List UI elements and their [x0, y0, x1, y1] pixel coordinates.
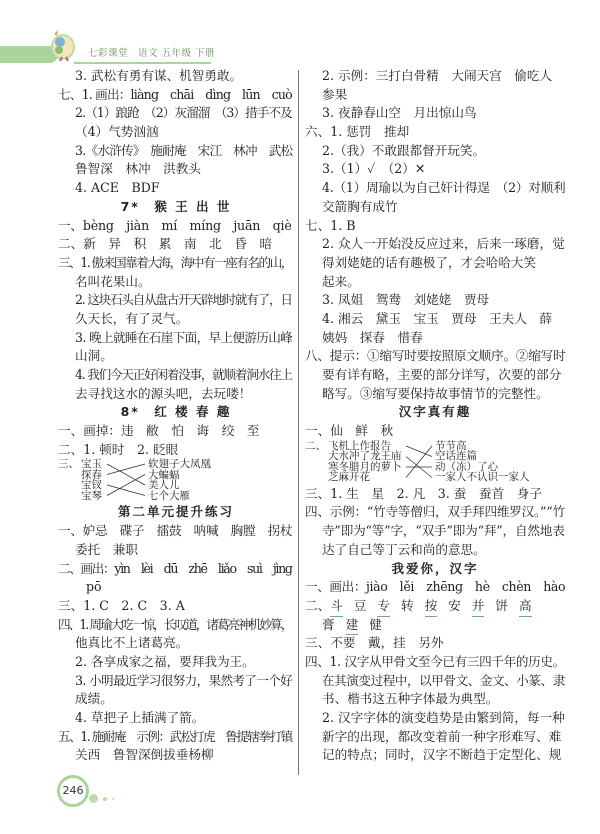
diagram-right-item: 空话连篇 [435, 450, 477, 463]
answer-line: 3.（1）✓ （2）✕ [322, 161, 426, 177]
answer-line: （4）气势汹汹 [75, 124, 159, 140]
diagram-right-item: 软翅子大凤凰 [148, 458, 211, 471]
matching-diagram [58, 459, 294, 503]
answer-line: 四、1. 周瑜大吃一惊，长叹道，诸葛亮神机妙算， [58, 616, 292, 632]
underlined-char: 按 [425, 597, 438, 617]
decorative-dot [89, 794, 98, 803]
mascot-icon [48, 30, 76, 62]
diagram-right-item: 大蝙蝠 [148, 468, 180, 481]
answer-line: 二、新 异 积 累 南 北 昏 暗 [58, 236, 273, 252]
answer-line: 八、提示：①缩写时要按照原文顺序。②缩写时 [305, 348, 566, 364]
answer-line: 委托 兼职 [75, 541, 138, 557]
answer-line: 得刘姥姥的话有趣极了，才会哈哈大笑 [322, 254, 537, 270]
answer-line: 他真比不上诸葛亮。 [75, 635, 189, 651]
underlined-char: 并 [472, 597, 485, 617]
answer-line: 4. ACE BDF [75, 180, 160, 196]
diagram-links [58, 459, 258, 503]
underlined-char: 专 [377, 597, 390, 617]
answer-line: 新字的出现，都改变着前一种字形难写、难 [322, 728, 562, 744]
diagram-right-item: 一家人不认识一家人 [435, 471, 530, 484]
answer-line: 七、1. 画出：liàng chāi dìng lūn cuò [58, 86, 292, 102]
diagram-right-item: 动（冻）了心 [435, 460, 498, 473]
answer-line: 书、楷书这五种字体最为典型。 [322, 691, 499, 707]
answer-line: 要有详有略，主要的部分详写，次要的部分 [322, 367, 562, 382]
diagram-left-item: 飞机上作报告 [328, 439, 391, 452]
link-line [107, 475, 145, 496]
answer-line: 3. 武松有勇有谋、机智勇敢。 [75, 68, 243, 83]
answer-line: 五、1. 施耐庵 示例：武松打虎 鲁提辖拳打镇 [58, 728, 292, 744]
answer-line: pō [86, 579, 102, 595]
answer-line: 久天长，有了灵气。 [75, 310, 189, 326]
answer-line: 交箭胸有成竹 [322, 198, 398, 214]
answer-line [305, 616, 565, 635]
diagram-left-item: 宝琴 [81, 489, 102, 502]
diagram-right-item: 美人儿 [148, 479, 180, 492]
link-line [107, 464, 145, 475]
answer-line: 2. 示例：三打白骨精 大闹天宫 偷吃人 [322, 68, 553, 83]
right-column [305, 67, 565, 765]
link-line [107, 485, 145, 496]
answer-line: 2. 众人一开始没反应过来，后来一琢磨，觉 [322, 236, 565, 252]
answer-line: 三、1. 傲来国靠着大海，海中有一座有名的山， [58, 254, 292, 270]
answer-line: 去寻找这水的源头吧，去玩喽！ [75, 385, 252, 401]
answer-line: 六、1. 惩罚 推却 [305, 124, 410, 140]
answer-line: 一、画出：jiào lěi zhēng hè chèn hào [305, 579, 566, 595]
answer-line: 成绩。 [75, 691, 113, 707]
answer-line: 2.（1）踉跄 （2）灰溜溜 （3）措手不及 [75, 105, 292, 121]
underlined-char: 斗 [330, 597, 343, 617]
header-underline [74, 62, 211, 64]
decorative-dot [112, 798, 114, 800]
diagram-left-item: 探春 [81, 468, 102, 481]
diagram-links [305, 441, 505, 485]
answer-line: 2. 汉字字体的演变趋势是由繁到简，每一种 [322, 710, 565, 725]
page-number: 246 [57, 775, 89, 807]
link-line [406, 446, 432, 478]
answer-line: 在其演变过程中，以甲骨文、金文、小篆、隶 [322, 672, 565, 688]
diagram-left-item: 宝玉 [81, 458, 102, 471]
diagram-left-item: 寒冬腊月的萝卜 [328, 460, 402, 473]
answer-line: 2. 这块石头自从盘古开天辟地时就有了，日 [75, 292, 292, 308]
answer-line: 山洞。 [75, 348, 113, 364]
answer-line: 三、1. 生 星 2. 凡 3. 蚕 蚕首 身子 [305, 485, 542, 501]
answer-line: 关西 鲁智深倒拔垂杨柳 [75, 747, 214, 763]
char: 豆 [353, 597, 367, 613]
answer-line: 2. 各享成家之福，要拜我为王。 [75, 653, 255, 669]
diagram-prefix: 二、 [305, 439, 326, 452]
answer-line: 4.（1）周瑜以为自己奸计得逞 （2）对顺利 [322, 180, 566, 196]
answer-line: 名叫花果山。 [75, 273, 151, 289]
answer-line: 寺”即为“等”字，“双手”即为“拜”，自然地表 [322, 523, 565, 539]
diagram-right-item: 七个大雁 [148, 489, 190, 502]
answer-line [305, 597, 565, 616]
line-prefix: 二、 [305, 597, 331, 613]
answer-line: 3. 凤姐 鸳鸯 刘姥姥 贾母 [322, 292, 490, 308]
answer-line: 4. 我们今天正好闲着没事，就顺着涧水往上 [75, 367, 292, 382]
answer-line: 一、仙 鲜 秋 [305, 423, 394, 439]
answer-line: 姨妈 探春 惜春 [322, 329, 423, 345]
section-heading: 7* 猴 王 出 世 [120, 198, 232, 214]
answer-line: 二、1. 顿时 2. 眨眼 [58, 441, 179, 457]
answer-line: 鲁智深 林冲 洪教头 [75, 161, 201, 177]
underlined-char: 高 [519, 597, 532, 617]
answer-line: 三、1. C 2. C 3. A [58, 597, 185, 613]
header-title: 七彩课堂 语文 五年级 下册 [88, 48, 216, 59]
answer-line: 一、画掉：违 敝 怕 诲 绞 至 [58, 423, 260, 439]
decorative-dot [103, 797, 107, 801]
section-heading: 8* 红 楼 春 趣 [120, 404, 232, 420]
answer-line: 4. 湘云 黛玉 宝玉 贾母 王夫人 薛 [322, 310, 553, 326]
column-divider [298, 70, 299, 775]
answer-line: 略写。③缩写要保持故事情节的完整性。 [322, 385, 549, 401]
diagram-right-item: 节节高 [435, 439, 467, 452]
char: 安 [448, 597, 461, 613]
diagram-prefix: 三、 [58, 458, 79, 471]
section-heading: 第二单元提升练习 [117, 504, 234, 520]
answer-line: 3.《水浒传》 施耐庵 宋江 林冲 武松 [75, 142, 293, 158]
answer-line: 四、1. 汉字从甲骨文至今已有三四千年的历史。 [305, 653, 565, 669]
char: 饼 [495, 597, 508, 613]
answer-line: 四、示例：“竹寺等僧归，双手拜四维罗汉。”“竹 [305, 504, 565, 520]
diagram-left-item: 宝钗 [81, 479, 102, 492]
answer-line: 七、1. B [305, 217, 356, 233]
char: 健 [369, 616, 382, 632]
answer-line: 三、不要 戴，挂 另外 [305, 635, 444, 651]
answer-line: 3. 夜静春山空 月出惊山鸟 [322, 105, 477, 121]
answer-line: 一、妒忌 碟子 擂鼓 呐喊 胸膛 拐杖 [58, 523, 293, 539]
diagram-left-item: 芝麻开花 [328, 471, 370, 484]
answer-line: 二、画出：yìn lèi dū zhē liǎo suì jìng [58, 560, 292, 576]
link-line [107, 464, 145, 485]
answer-line: 4. 草把子上插满了箭。 [75, 710, 205, 725]
diagram-left-item: 大水冲了龙王庙 [328, 450, 402, 463]
answer-line: 参果 [322, 86, 348, 102]
answer-line: 起来。 [322, 273, 360, 289]
char: 膏 [322, 616, 335, 632]
underlined-char: 建 [346, 616, 359, 636]
answer-line: 达了自己等丁云和尚的意思。 [322, 541, 486, 557]
answer-line: 3. 小明最近学习很努力，果然考了一个好 [75, 672, 293, 688]
section-heading: 我爱你，汉字 [391, 560, 479, 576]
left-column [58, 67, 294, 765]
answer-line: 记的特点；同时，汉字不断趋于定型化、规 [322, 747, 562, 763]
matching-diagram [305, 441, 565, 485]
answer-line: 3. 晚上就睡在石崖下面，早上便游历山峰 [75, 329, 293, 345]
section-heading: 汉字真有趣 [398, 404, 472, 420]
char: 转 [400, 597, 414, 613]
answer-line: 2.（我）不敢跟都督开玩笑。 [322, 142, 486, 158]
answer-line: 一、bèng jiàn mí míng juān qiè [58, 217, 292, 233]
